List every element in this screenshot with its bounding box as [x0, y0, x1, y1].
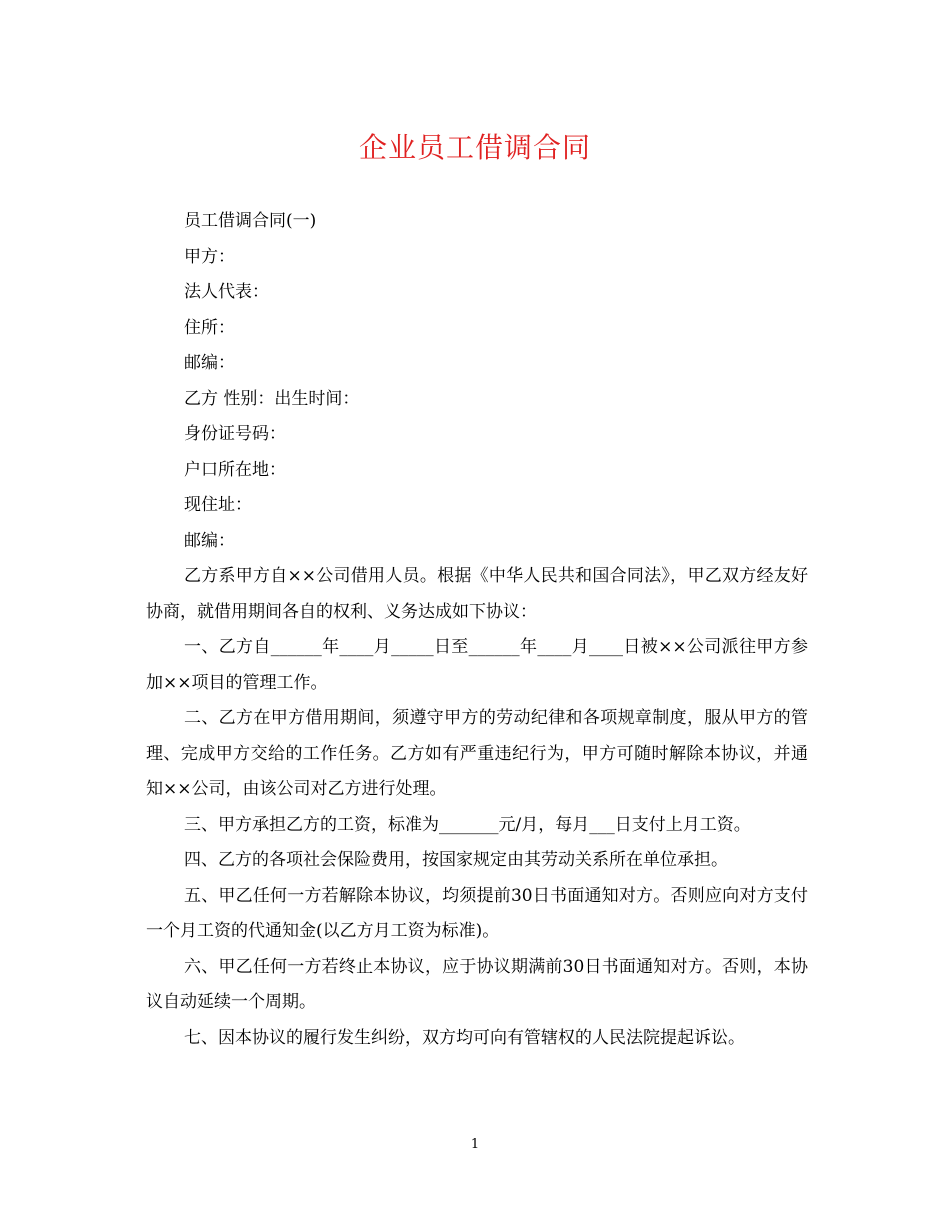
- field-household-registration: 户口所在地：: [184, 459, 286, 480]
- paragraph-clause-6: 六、甲乙任何一方若终止本协议，应于协议期满前30日书面通知对方。否则，本协议自动延续一个周期。: [146, 956, 808, 1012]
- paragraph-clause-4: 四、乙方的各项社会保险费用，按国家规定由其劳动关系所在单位承担。: [184, 850, 728, 870]
- paragraph-preamble: 乙方系甲方自××公司借用人员。根据《中华人民共和国合同法》，甲乙双方经友好协商，就借用期间各自的权利、义务达成如下协议：: [146, 566, 808, 622]
- field-address: 住所：: [184, 317, 235, 338]
- paragraph-clause-2: 二、乙方在甲方借用期间，须遵守甲方的劳动纪律和各项规章制度，服从甲方的管理、完成甲方交给的工作任务。乙方如有严重违纪行为，甲方可随时解除本协议，并通知××公司，由该公司对乙方进行处理。: [146, 708, 808, 799]
- field-party-b: 乙方 性别：出生时间：: [184, 388, 360, 409]
- field-postcode-b: 邮编：: [184, 530, 235, 551]
- page-number: 1: [470, 1137, 480, 1152]
- field-contract-subtitle: 员工借调合同(一): [184, 211, 317, 231]
- field-current-address: 现住址：: [184, 495, 252, 515]
- paragraph-clause-7: 七、因本协议的履行发生纠纷，双方均可向有管辖权的人民法院提起诉讼。: [184, 1027, 745, 1048]
- document-body: [146, 204, 808, 1056]
- field-id-number: 身份证号码：: [184, 424, 286, 444]
- field-postcode-a: 邮编：: [184, 353, 235, 373]
- paragraph-clause-5: 五、甲乙任何一方若解除本协议，均须提前30日书面通知对方。否则应向对方支付一个月工资的代通知金(以乙方月工资为标准)。: [146, 885, 808, 941]
- field-legal-representative: 法人代表：: [184, 282, 269, 302]
- page-title: 企业员工借调合同: [358, 131, 591, 164]
- paragraph-clause-3: 三、甲方承担乙方的工资，标准为_______元/月，每月___日支付上月工资。: [184, 814, 751, 835]
- paragraph-clause-1: 一、乙方自______年____月_____日至______年____月____日被××公司派往甲方参加××项目的管理工作。: [146, 637, 808, 693]
- field-party-a: 甲方：: [184, 246, 235, 267]
